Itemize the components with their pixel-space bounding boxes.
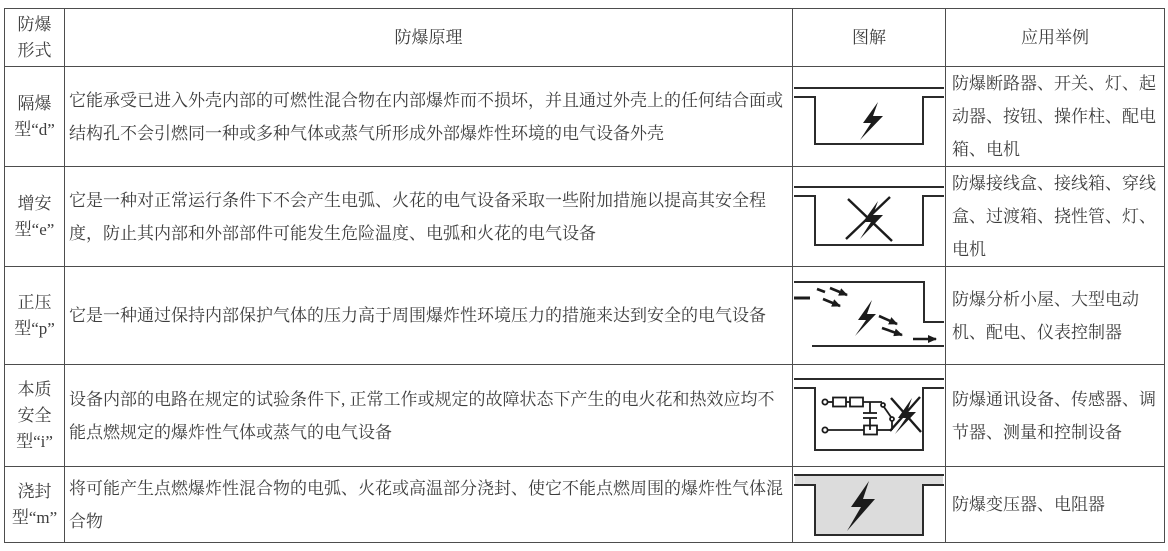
applications-cell: 防爆接线盒、接线箱、穿线盒、过渡箱、挠性管、灯、电机: [946, 167, 1165, 267]
applications-cell: 防爆断路器、开关、灯、起动器、按钮、操作柱、配电箱、电机: [946, 67, 1165, 167]
type-cell-intrinsic-safety-i: 本质安全型“i”: [5, 365, 65, 467]
table-row: [5, 167, 1165, 267]
explosion-protection-table: [4, 8, 1165, 543]
cross-out-icon: [848, 199, 892, 241]
header-protection-type: 防爆形式: [5, 9, 65, 67]
applications-cell: 防爆变压器、电阻器: [946, 467, 1165, 543]
type-cell-flameproof-d: 隔爆型“d”: [5, 67, 65, 167]
diagram-cell: [793, 365, 946, 467]
gas-flow-arrow-icon: [823, 299, 840, 306]
no-spark-enclosure-diagram-icon: [794, 179, 944, 255]
principle-cell: 它能承受已进入外壳内部的可燃性混合物在内部爆炸而不损坏，并且通过外壳上的任何结合面或结构孔不会引燃同一种或多种气体或蒸气所形成外部爆炸性环境的电气设备外壳: [65, 67, 793, 167]
header-applications: 应用举例: [946, 9, 1165, 67]
header-principle: 防爆原理: [65, 9, 793, 67]
type-cell-encapsulation-m: 浇封型“m”: [5, 467, 65, 543]
gas-flow-arrow-icon: [879, 316, 897, 324]
type-cell-pressurized-p: 正压型“p”: [5, 267, 65, 365]
spark-bolt-icon: [855, 300, 876, 336]
intrinsic-safety-circuit-diagram-icon: [794, 372, 944, 460]
flameproof-enclosure-diagram-icon: [794, 80, 944, 154]
principle-cell: 它是一种对正常运行条件下不会产生电弧、火花的电气设备采取一些附加措施以提高其安全程度，防止其内部和外部部件可能发生危险温度、电弧和火花的电气设备: [65, 167, 793, 267]
type-cell-increased-safety-e: 增安型“e”: [5, 167, 65, 267]
circuit-icon: [822, 397, 894, 434]
diagram-cell: [793, 467, 946, 543]
applications-cell: 防爆通讯设备、传感器、调节器、测量和控制设备: [946, 365, 1165, 467]
header-diagram: 图解: [793, 9, 946, 67]
table-row: [5, 467, 1165, 543]
spark-bolt-icon: [860, 102, 883, 140]
cross-out-icon: [891, 398, 921, 432]
diagram-cell: [793, 267, 946, 365]
principle-cell: 它是一种通过保持内部保护气体的压力高于周围爆炸性环境压力的措施来达到安全的电气设备: [65, 267, 793, 365]
table-row: [5, 267, 1165, 365]
table-row: [5, 365, 1165, 467]
diagram-cell: [793, 167, 946, 267]
diagram-cell: [793, 67, 946, 167]
applications-cell: 防爆分析小屋、大型电动机、配电、仪表控制器: [946, 267, 1165, 365]
principle-cell: 设备内部的电路在规定的试验条件下, 正常工作或规定的故障状态下产生的电火花和热效应均不能点燃规定的爆炸性气体或蒸气的电气设备: [65, 365, 793, 467]
principle-cell: 将可能产生点燃爆炸性混合物的电弧、火花或高温部分浇封、使它不能点燃周围的爆炸性气体混合物: [65, 467, 793, 543]
gas-flow-enclosure-diagram-icon: [794, 276, 944, 356]
encapsulated-enclosure-diagram-icon: [794, 469, 944, 541]
table-row: [5, 67, 1165, 167]
gas-flow-arrow-icon: [882, 328, 902, 335]
encapsulant-fill: [816, 485, 922, 535]
encapsulant-fill: [795, 476, 943, 485]
gas-flow-arrow-icon: [830, 288, 847, 295]
header-row: [5, 9, 1165, 67]
gas-flow-dash: [817, 289, 825, 292]
